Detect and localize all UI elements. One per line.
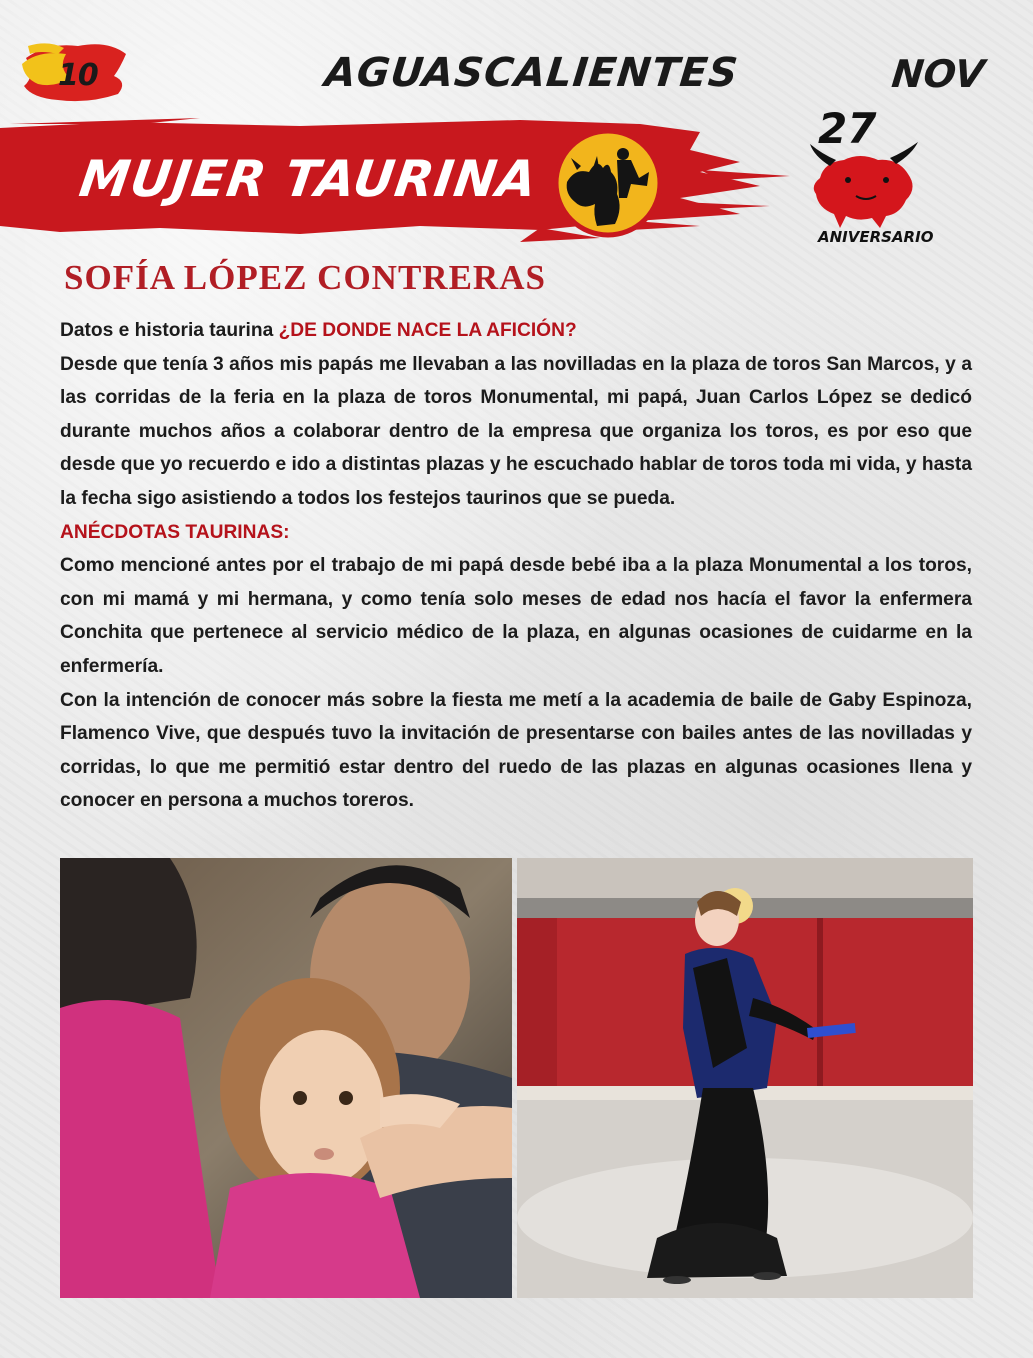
header-month: NOV bbox=[889, 52, 987, 96]
anniversary-number: 27 bbox=[818, 104, 877, 153]
anniversary-logo bbox=[800, 100, 934, 260]
article-body bbox=[60, 314, 972, 818]
intro-line bbox=[60, 314, 972, 348]
anecdotes-heading: ANÉCDOTAS TAURINAS: bbox=[60, 521, 290, 543]
paragraph-2: Como mencioné antes por el trabajo de mi papá desde bebé iba a la plaza Monumental a los toros, con mi mamá y mi hermana, y como tenía solo meses de edad nos hacía el favor la enfermera Conchita que pertenece al servicio médico de la plaza, en algunas ocasiones de cuidarme en la enfermería. bbox=[60, 555, 972, 677]
photo-flamenco-dancer-image bbox=[517, 858, 973, 1298]
photo-girl-clapping-image bbox=[60, 858, 512, 1298]
page-number-badge bbox=[18, 38, 130, 108]
article-title: SOFÍA LÓPEZ CONTRERAS bbox=[64, 258, 546, 297]
photo-flamenco-dancer bbox=[517, 858, 973, 1298]
page-number: 10 bbox=[58, 58, 98, 93]
bullfighter-emblem-icon bbox=[553, 128, 663, 238]
intro-label: Datos e historia taurina bbox=[60, 320, 279, 341]
section-title: MUJER TAURINA bbox=[75, 150, 542, 208]
paragraph-3: Con la intención de conocer más sobre la fiesta me metí a la academia de baile de Gaby Espinoza, Flamenco Vive, que después tuvo la invitación de presentarse con bailes antes de las novilladas y corridas, lo que me permitió estar dentro del ruedo de las plazas en algunas ocasiones llena y conocer en persona a muchos toreros. bbox=[60, 689, 972, 812]
header-city: AGUASCALIENTES bbox=[322, 50, 741, 96]
paragraph-1: Desde que tenía 3 años mis papás me llevaban a las novilladas en la plaza de toros San Marcos, y a las corridas de la feria en la plaza de toros Monumental, mi papá, Juan Carlos López se dedicó durante muchos años a colaborar dentro de la empresa que organiza los toros, es por eso que desde que yo recuerdo e ido a distintas plazas y he escuchado hablar de toros toda mi vida, y hasta la fecha sigo asistiendo a todos los festejos taurinos que se pueda. bbox=[60, 353, 972, 509]
intro-question: ¿DE DONDE NACE LA AFICIÓN? bbox=[278, 320, 577, 341]
anniversary-label: ANIVERSARIO bbox=[818, 228, 934, 246]
photo-girl-clapping bbox=[60, 858, 512, 1298]
